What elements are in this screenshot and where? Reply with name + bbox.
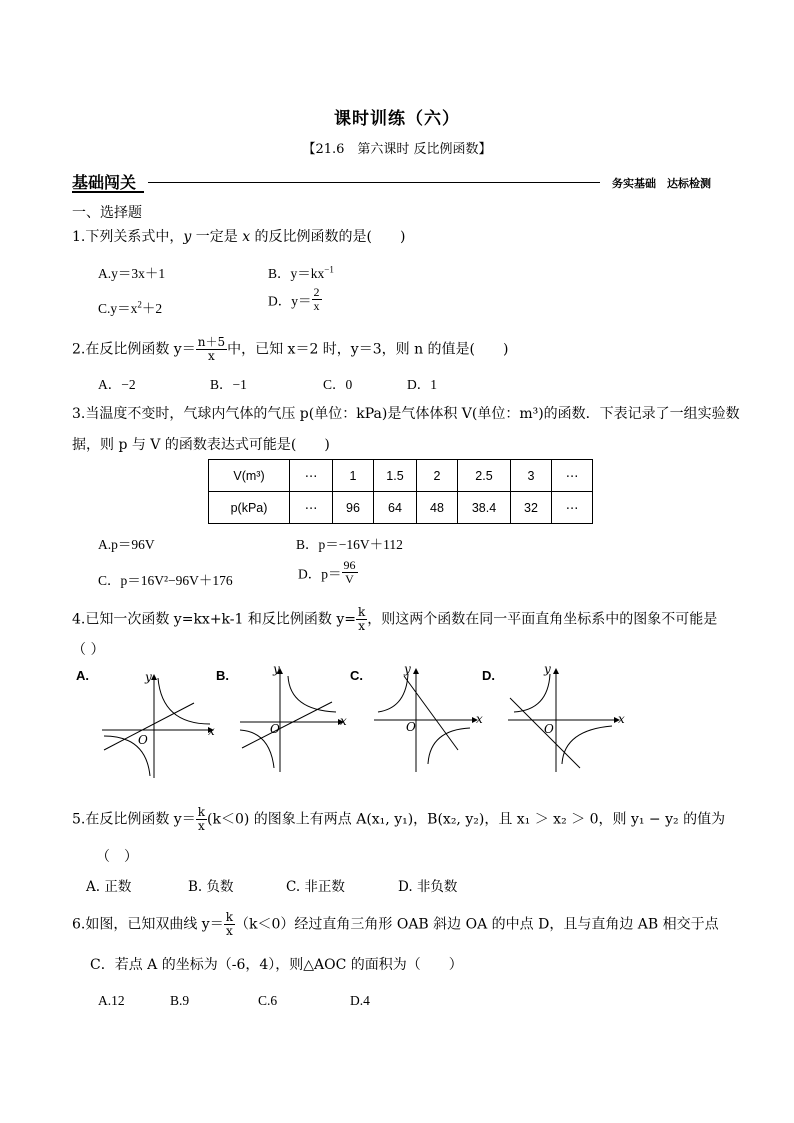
question-4: 4.已知一次函数 y=kx+k-1 和反比例函数 y= $\frac{k}{x}$ ，则这两个函数在同一平面直角坐标系中的图象不可能是 (72, 605, 718, 633)
question-2: 2.在反比例函数 y＝ $\frac{n+5}{x}$ 中，已知 x＝2 时，y＝3，则 n 的值是( ) (72, 335, 509, 363)
q5-option-a[interactable]: A. 正数 (86, 879, 132, 895)
table-cell: 38.4 (458, 492, 511, 524)
q3-option-c[interactable]: C．p＝16V²−96V＋176 (98, 573, 233, 588)
table-row (209, 492, 593, 524)
graph-d-origin: O (544, 722, 554, 736)
graph-c (370, 664, 486, 776)
q6-option-b[interactable]: B.9 (170, 993, 190, 1008)
table-cell: 1 (333, 460, 374, 492)
question-5: 5.在反比例函数 y＝ $\frac{k}{x}$ (k＜0) 的图象上有两点 A(x₁, y₁)，B(x₂, y₂)，且 x₁ ＞ x₂ ＞ 0，则 y₁ − y₂ 的值为 (72, 805, 726, 833)
q1-option-b[interactable]: B．$y=kx^{-1}$ (268, 264, 334, 281)
table-cell: 1.5 (374, 460, 417, 492)
graph-b-x-label: x (340, 714, 347, 728)
question-1: 1.下列关系式中，y 一定是 x 的反比例函数的是( ) (72, 229, 406, 245)
q2-option-c[interactable]: C．0 (323, 377, 353, 392)
graph-b (236, 664, 352, 776)
table-cell: 2 (417, 460, 458, 492)
q4-option-a[interactable]: A. (76, 668, 89, 683)
q3-option-b[interactable]: B．p＝−16V＋112 (296, 537, 403, 552)
q4-option-b[interactable]: B. (216, 668, 229, 683)
page-title: 课时训练（六） (334, 109, 460, 129)
table-cell: 32 (511, 492, 552, 524)
graph-d-y-label: y (544, 662, 551, 676)
q6-option-c[interactable]: C.6 (258, 993, 278, 1008)
q4-answer-paren: （ ） (72, 642, 105, 658)
graph-a-y-label: y (145, 670, 152, 684)
graph-d-x-label: x (618, 712, 625, 726)
table-cell: 96 (333, 492, 374, 524)
lesson-subtitle: 【21.6 第六课时 反比例函数】 (302, 142, 492, 157)
q6-option-a[interactable]: A.12 (98, 993, 125, 1008)
table-cell: ⋯ (290, 460, 333, 492)
experiment-table (208, 459, 593, 524)
q1-option-d[interactable]: D．y＝ $\frac{2}{x}$ (268, 285, 320, 313)
q5-option-c[interactable]: C. 非正数 (286, 879, 345, 895)
graph-c-x-label: x (476, 712, 483, 726)
q5-answer-paren: （ ） (96, 849, 138, 865)
table-cell: 2.5 (458, 460, 511, 492)
q2-option-b[interactable]: B．−1 (210, 377, 247, 392)
graph-b-origin: O (270, 722, 280, 736)
table-cell: ⋯ (290, 492, 333, 524)
q1-option-a[interactable]: A.y＝3x＋1 (98, 266, 166, 281)
table-cell: p(kPa) (209, 492, 290, 524)
question-3-line-1: 3.当温度不变时，气球内气体的气压 p(单位：kPa)是气体体积 V(单位：m³)的函数．下表记录了一组实验数 (72, 406, 740, 422)
question-6-line-1: 6.如图，已知双曲线 y＝ $\frac{k}{x}$ （k＜0）经过直角三角形 OAB 斜边 OA 的中点 D，且与直角边 AB 相交于点 (72, 910, 719, 938)
table-cell: V(m³) (209, 460, 290, 492)
table-cell: ⋯ (552, 492, 593, 524)
banner-divider (148, 182, 600, 183)
graph-b-y-label: y (273, 662, 280, 676)
graph-d (504, 664, 628, 776)
q5-option-d[interactable]: D. 非负数 (398, 879, 458, 895)
graph-a-x-label: x (208, 724, 215, 738)
graph-c-origin: O (406, 720, 416, 734)
q2-option-d[interactable]: D．1 (407, 377, 437, 392)
q1-option-c[interactable]: $C.y=x^2+2$ (98, 299, 163, 316)
graph-a (98, 670, 222, 782)
q5-option-b[interactable]: B. 负数 (188, 879, 234, 895)
q3-option-a[interactable]: A.p＝96V (98, 537, 155, 552)
question-6-line-2: C．若点 A 的坐标为（-6，4），则△AOC 的面积为（ ） (90, 957, 463, 973)
table-row (209, 460, 593, 492)
banner-underline (72, 191, 144, 193)
table-cell: 48 (417, 492, 458, 524)
q3-option-d[interactable]: D．p＝ $\frac{96}{V}$ (298, 558, 356, 586)
table-cell: 3 (511, 460, 552, 492)
graph-a-origin: O (138, 733, 148, 747)
q6-option-d[interactable]: D.4 (350, 993, 370, 1008)
graph-c-y-label: y (404, 662, 411, 676)
table-cell: ⋯ (552, 460, 593, 492)
table-cell: 64 (374, 492, 417, 524)
question-3-line-2: 据，则 p 与 V 的函数表达式可能是( ) (72, 437, 330, 453)
q4-option-c[interactable]: C. (350, 668, 363, 683)
section-tagline: 务实基础 达标检测 (612, 177, 711, 190)
section-heading: 一、选择题 (72, 205, 142, 221)
section-banner: 基础闯关 (72, 173, 137, 192)
q2-option-a[interactable]: A．−2 (98, 377, 136, 392)
q4-option-d[interactable]: D. (482, 668, 495, 683)
